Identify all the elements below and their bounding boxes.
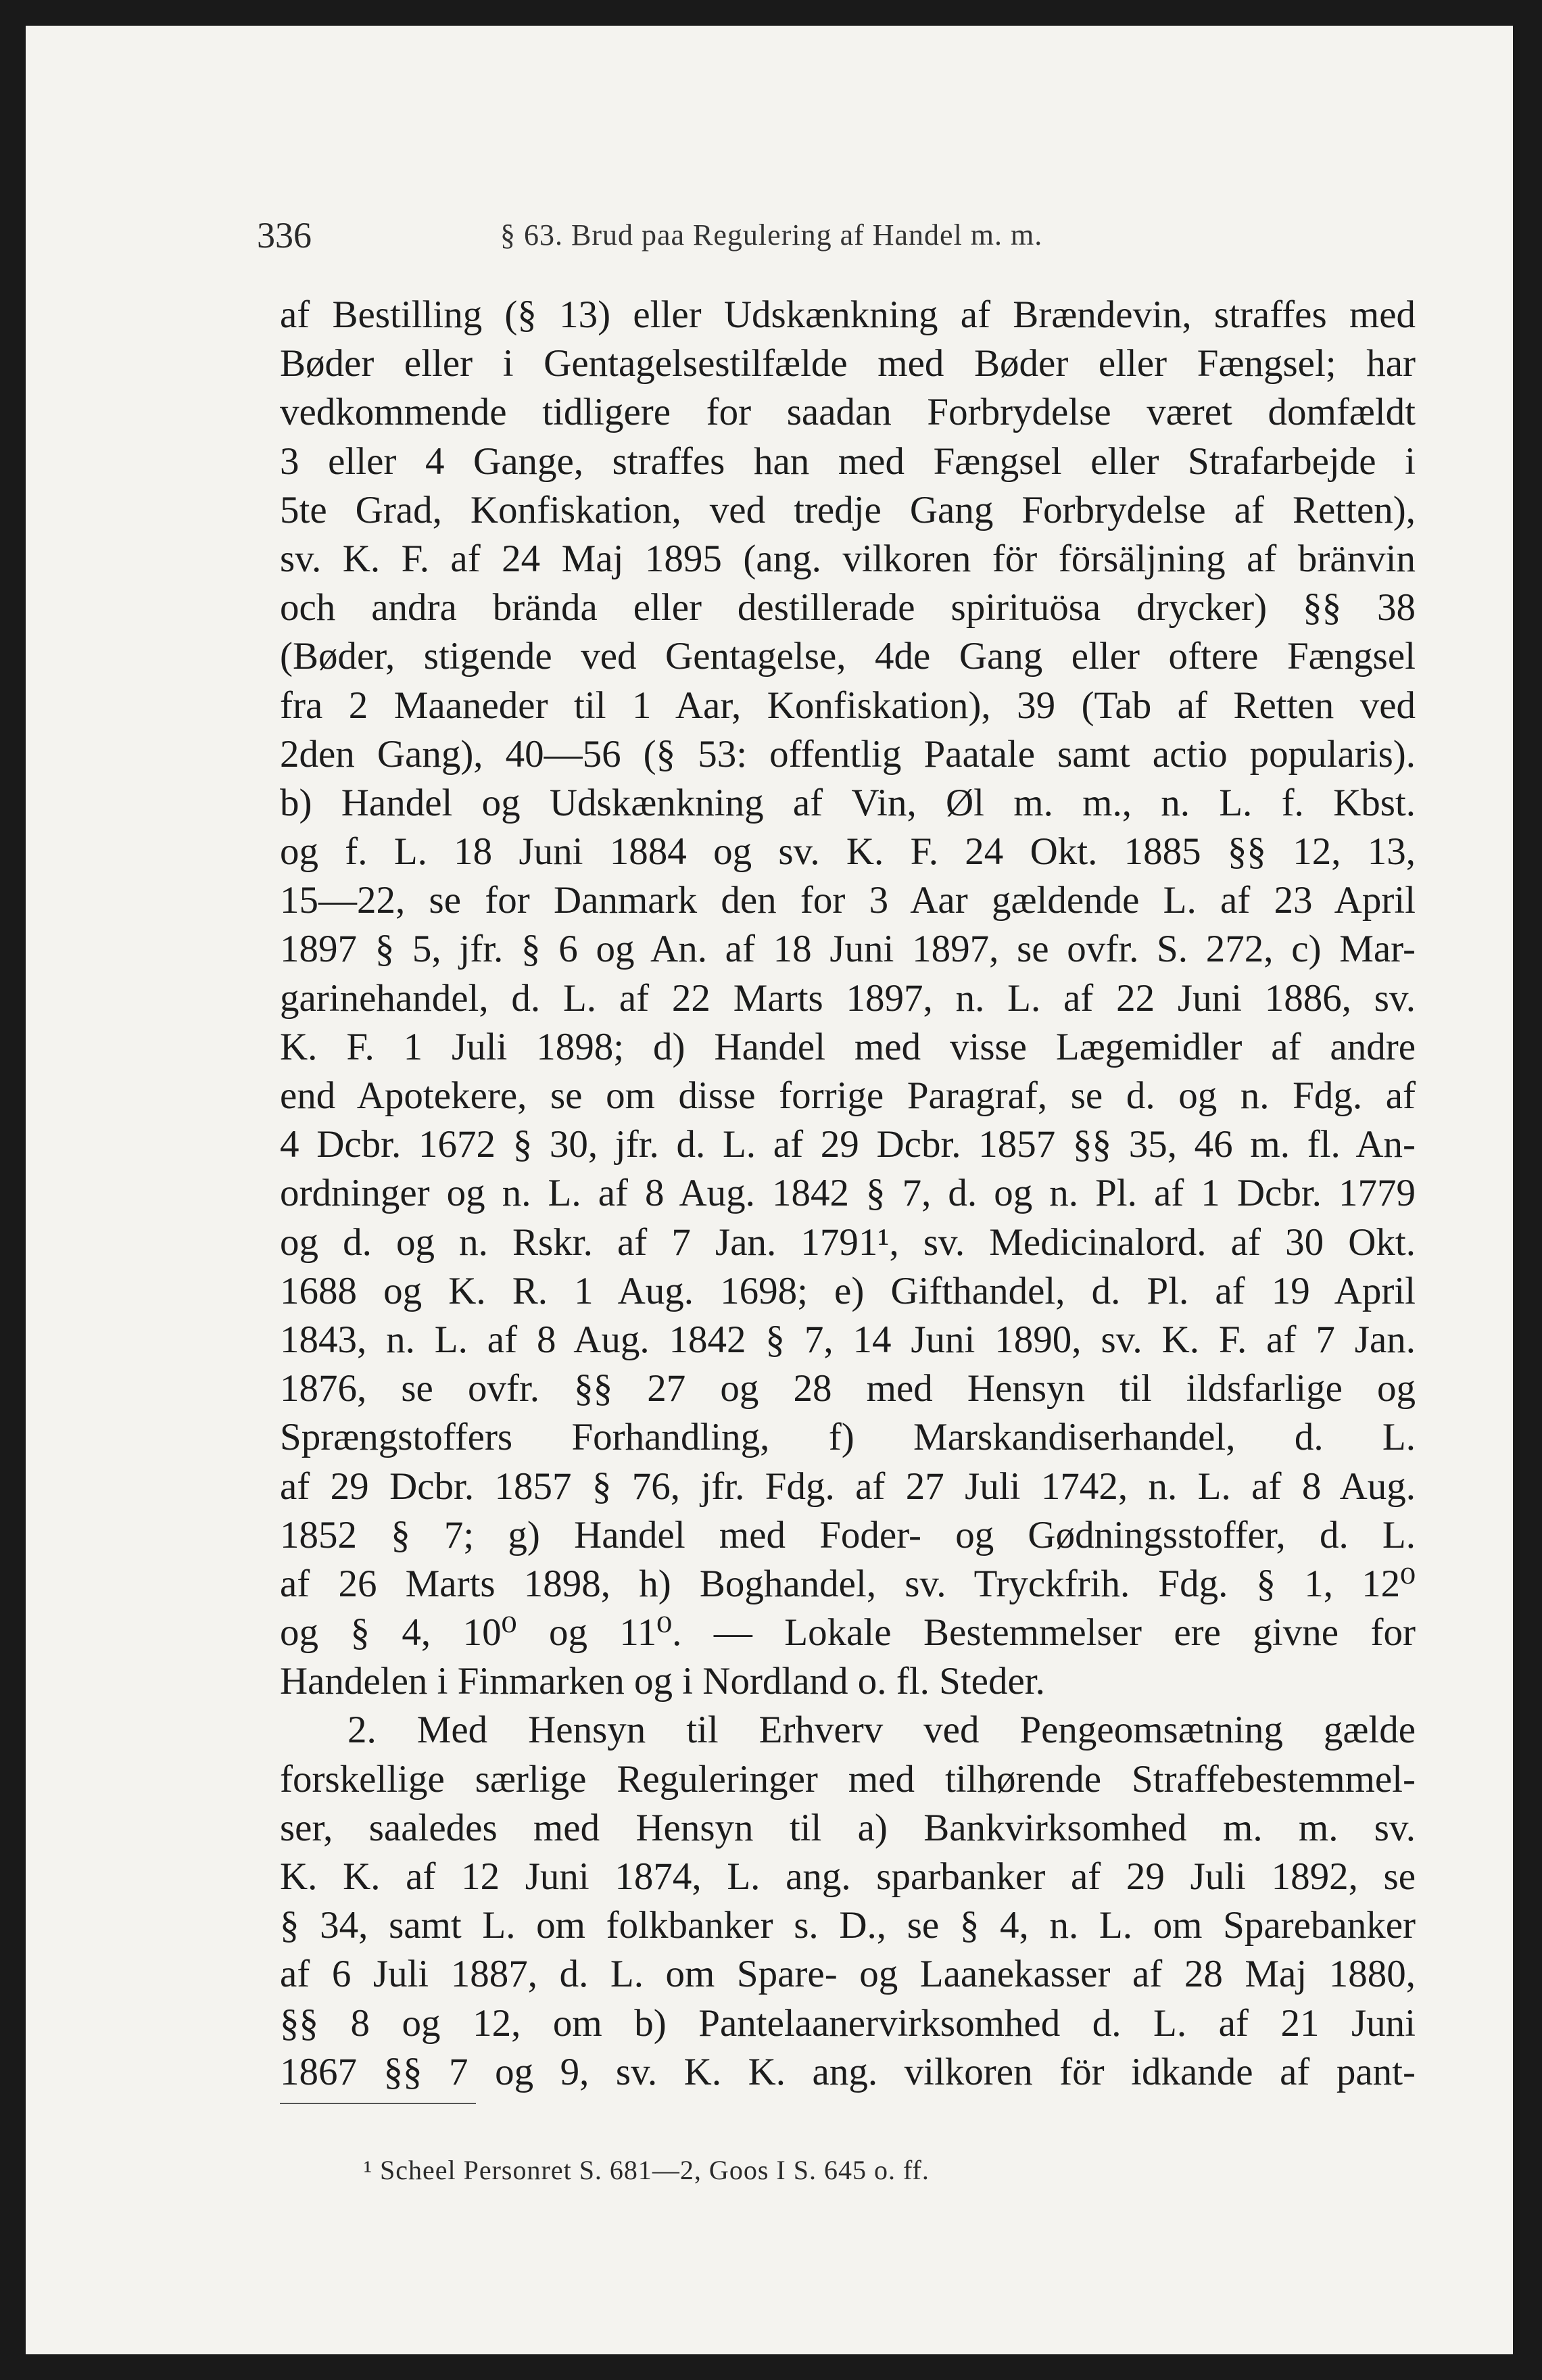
text-line: 1688 og K. R. 1 Aug. 1698; e) Gifthandel, d. Pl. af 19 April [280, 1269, 1416, 1312]
body-text [280, 291, 1416, 2097]
text-line: vedkommende tidligere for saadan Forbrydelse været domfældt [280, 391, 1416, 434]
text-line: og d. og n. Rskr. af 7 Jan. 1791¹, sv. Medicinalord. af 30 Okt. [280, 1220, 1416, 1264]
footnote: ¹ Scheel Personret S. 681—2, Goos I S. 645 o. ff. [364, 2155, 930, 2185]
text-line: af 29 Dcbr. 1857 § 76, jfr. Fdg. af 27 Juli 1742, n. L. af 8 Aug. [280, 1465, 1416, 1508]
running-head: § 63. Brud paa Regulering af Handel m. m. [500, 218, 1043, 252]
text-line: og f. L. 18 Juni 1884 og sv. K. F. 24 Okt. 1885 §§ 12, 13, [280, 830, 1416, 874]
text-line: Handelen i Finmarken og i Nordland o. fl. Steder. [280, 1660, 1045, 1703]
text-line: 1876, se ovfr. §§ 27 og 28 med Hensyn til ildsfarlige og [280, 1367, 1416, 1410]
text-line: 15—22, se for Danmark den for 3 Aar gældende L. af 23 April [280, 879, 1416, 922]
text-line: 5te Grad, Konfiskation, ved tredje Gang Forbrydelse af Retten), [280, 488, 1416, 531]
text-line: 1897 § 5, jfr. § 6 og An. af 18 Juni 1897, se ovfr. S. 272, c) Mar- [280, 928, 1416, 971]
book-page [26, 26, 1513, 2354]
text-line: 1852 § 7; g) Handel med Foder- og Gødningsstoffer, d. L. [280, 1513, 1416, 1556]
text-line: af 6 Juli 1887, d. L. om Spare- og Laanekasser af 28 Maj 1880, [280, 1953, 1416, 1996]
text-line: sv. K. F. af 24 Maj 1895 (ang. vilkoren för försäljning af bränvin [280, 537, 1416, 580]
page-number: 336 [257, 215, 312, 256]
text-line: K. F. 1 Juli 1898; d) Handel med visse Lægemidler af andre [280, 1025, 1416, 1068]
text-line: b) Handel og Udskænkning af Vin, Øl m. m., n. L. f. Kbst. [280, 781, 1416, 824]
text-line: 1867 §§ 7 og 9, sv. K. K. ang. vilkoren för idkande af pant- [280, 2050, 1416, 2093]
text-line: fra 2 Maaneder til 1 Aar, Konfiskation), 39 (Tab af Retten ved [280, 684, 1416, 727]
text-line: 3 eller 4 Gange, straffes han med Fængsel eller Strafarbejde i [280, 439, 1416, 483]
text-line: 2. Med Hensyn til Erhverv ved Pengeomsætning gælde [347, 1709, 1416, 1752]
text-line: 2den Gang), 40—56 (§ 53: offentlig Paatale samt actio popularis). [280, 732, 1416, 776]
text-line: § 34, samt L. om folkbanker s. D., se § 4, n. L. om Sparebanker [280, 1904, 1416, 1947]
text-line: ordninger og n. L. af 8 Aug. 1842 § 7, d. og n. Pl. af 1 Dcbr. 1779 [280, 1172, 1416, 1215]
text-line: af 26 Marts 1898, h) Boghandel, sv. Tryckfrih. Fdg. § 1, 12⁰ [280, 1562, 1416, 1605]
text-line: (Bøder, stigende ved Gentagelse, 4de Gang eller oftere Fængsel [280, 635, 1416, 678]
text-line: 1843, n. L. af 8 Aug. 1842 § 7, 14 Juni 1890, sv. K. F. af 7 Jan. [280, 1318, 1416, 1361]
text-line: end Apotekere, se om disse forrige Paragraf, se d. og n. Fdg. af [280, 1074, 1416, 1117]
text-line: Bøder eller i Gentagelsestilfælde med Bøder eller Fængsel; har [280, 342, 1416, 385]
footnote-divider [280, 2103, 476, 2104]
text-line: K. K. af 12 Juni 1874, L. ang. sparbanker af 29 Juli 1892, se [280, 1855, 1416, 1898]
text-line: ser, saaledes med Hensyn til a) Bankvirksomhed m. m. sv. [280, 1806, 1416, 1849]
text-line: 4 Dcbr. 1672 § 30, jfr. d. L. af 29 Dcbr. 1857 §§ 35, 46 m. fl. An- [280, 1123, 1416, 1166]
text-line: garinehandel, d. L. af 22 Marts 1897, n. L. af 22 Juni 1886, sv. [280, 976, 1416, 1020]
text-line: af Bestilling (§ 13) eller Udskænkning af Brændevin, straffes med [280, 293, 1416, 336]
text-line: Sprængstoffers Forhandling, f) Marskandiserhandel, d. L. [280, 1416, 1416, 1459]
page-header [257, 195, 1406, 276]
text-line: §§ 8 og 12, om b) Pantelaanervirksomhed d. L. af 21 Juni [280, 2001, 1416, 2045]
text-line: och andra brända eller destillerade spirituösa drycker) §§ 38 [280, 586, 1416, 629]
text-line: og § 4, 10⁰ og 11⁰. — Lokale Bestemmelser ere givne for [280, 1611, 1416, 1655]
text-line: forskellige særlige Reguleringer med tilhørende Straffebestemmel- [280, 1757, 1416, 1801]
